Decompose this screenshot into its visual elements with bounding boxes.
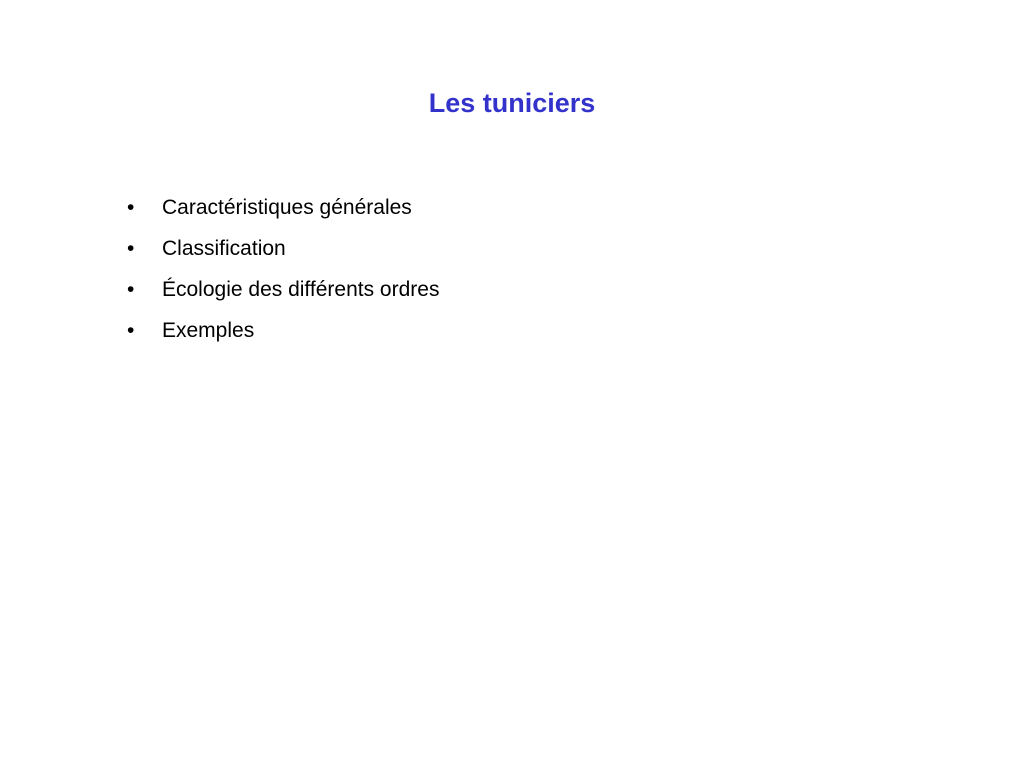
- bullet-icon: •: [127, 237, 135, 260]
- bullet-text: Écologie des différents ordres: [162, 278, 440, 301]
- bullet-icon: •: [127, 196, 135, 219]
- bullet-icon: •: [127, 278, 135, 301]
- bullet-text: Classification: [162, 237, 286, 260]
- bullet-text: Caractéristiques générales: [162, 196, 412, 219]
- slide-title: Les tuniciers: [428, 88, 596, 118]
- bullet-text: Exemples: [162, 319, 255, 342]
- bullet-icon: •: [127, 319, 135, 342]
